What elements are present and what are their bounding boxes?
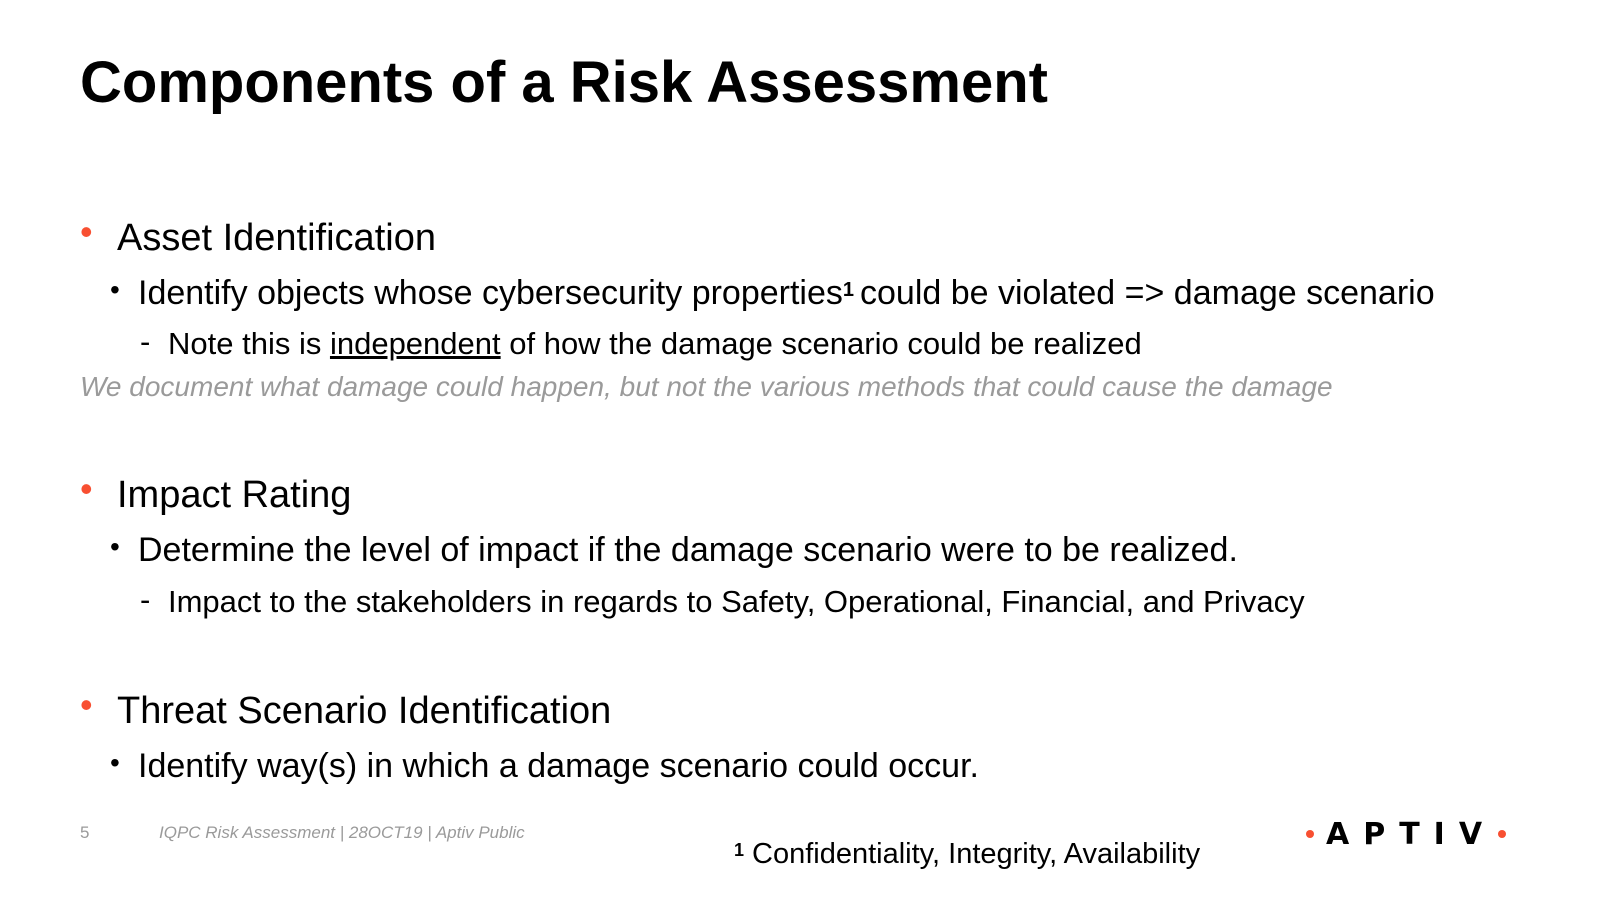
sub-bullet-marker: • <box>110 531 120 562</box>
logo-wordmark: APTIV <box>1326 816 1497 852</box>
underlined-word: independent <box>329 326 501 361</box>
footnote-marker: 1 <box>734 840 745 860</box>
sub-bullet-text: Identify objects whose cybersecurity properties <box>138 274 843 312</box>
footnote-reference: 1 <box>842 279 855 301</box>
sub-bullet-text: Determine the level of impact if the damage scenario were to be realized. <box>138 531 1238 569</box>
bullet-marker: • <box>80 211 93 252</box>
footnote <box>734 838 1200 871</box>
section-heading: Asset Identification <box>117 217 436 259</box>
page-title: Components of a Risk Assessment <box>80 50 1048 115</box>
logo-dot-left <box>1306 830 1314 838</box>
dash-marker: - <box>140 582 151 617</box>
dash-marker: - <box>140 324 151 359</box>
page-number: 5 <box>80 823 90 842</box>
section-heading: Threat Scenario Identification <box>117 690 612 732</box>
bullet-marker: • <box>80 468 93 509</box>
sub-bullet-marker: • <box>110 274 120 305</box>
aptiv-logo <box>1306 812 1506 856</box>
sub-bullet-text-continued: could be violated => damage scenario <box>860 274 1435 312</box>
subsub-bullet-text: Impact to the stakeholders in regards to Safety, Operational, Financial, and Privacy <box>168 584 1305 619</box>
bullet-marker: • <box>80 684 93 725</box>
sub-bullet-marker: • <box>110 747 120 778</box>
footer-text: IQPC Risk Assessment | 28OCT19 | Aptiv Public <box>159 823 525 842</box>
logo-dot-right <box>1498 830 1506 838</box>
footnote-text: Confidentiality, Integrity, Availability <box>752 838 1201 870</box>
italic-note: We document what damage could happen, but not the various methods that could cause the damage <box>80 371 1333 402</box>
section-heading: Impact Rating <box>117 474 352 516</box>
note-text-before: Note this is <box>168 326 330 361</box>
note-text-after: of how the damage scenario could be realized <box>500 326 1142 361</box>
sub-bullet-text: Identify way(s) in which a damage scenario could occur. <box>138 747 979 785</box>
